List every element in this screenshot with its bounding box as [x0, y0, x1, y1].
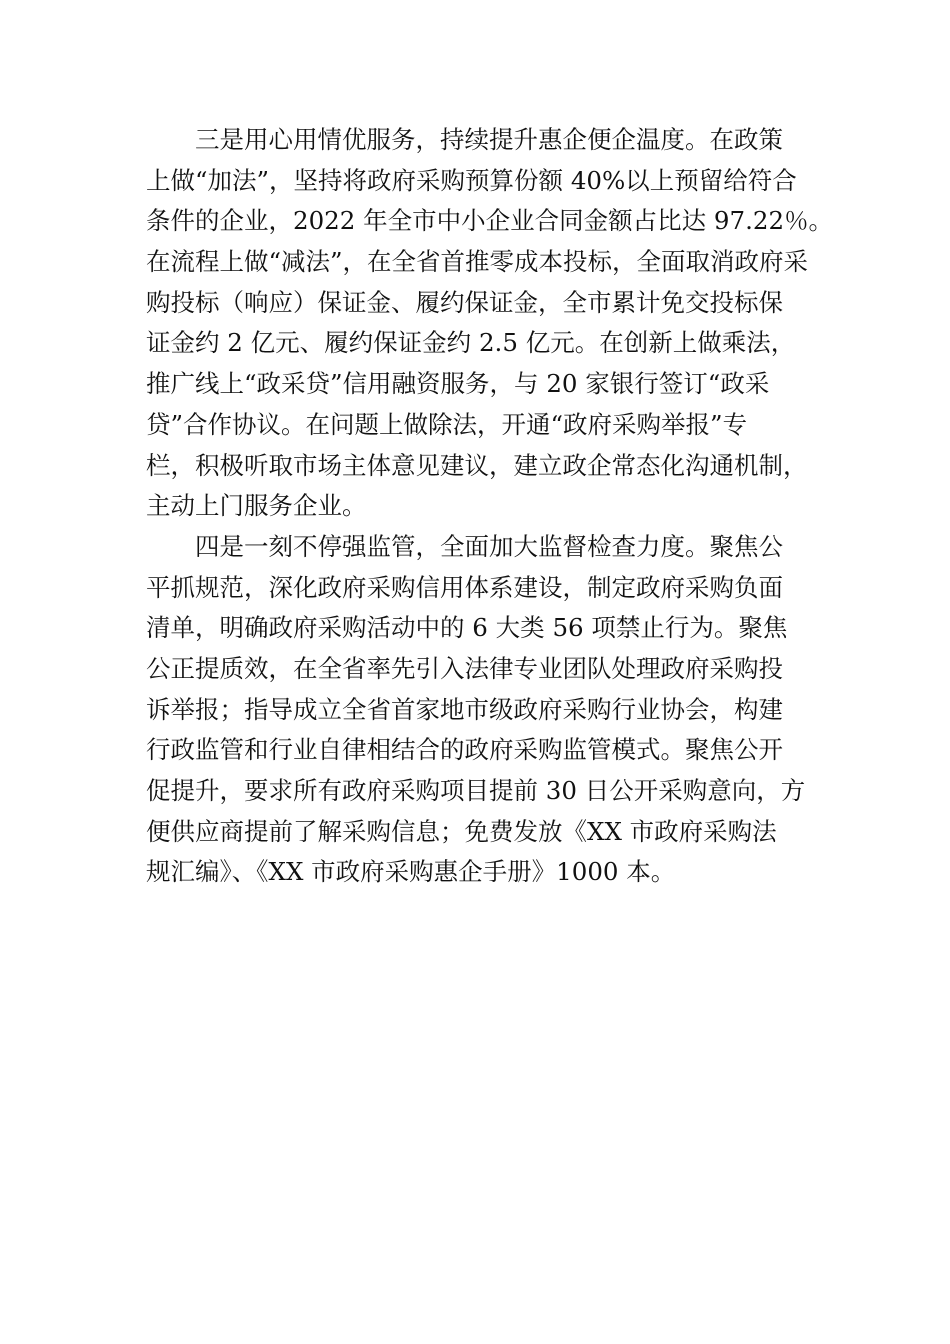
text-line: 促提升，要求所有政府采购项目提前 30 日公开采购意向，方: [146, 776, 806, 805]
text-line: 证金约 2 亿元、履约保证金约 2.5 亿元。在创新上做乘法，: [146, 328, 796, 358]
text-line: 规汇编》、《XX 市政府采购惠企手册》1000 本。: [146, 857, 676, 887]
text-line: 便供应商提前了解采购信息；免费发放《XX 市政府采购法: [146, 816, 777, 846]
document-body: [146, 120, 834, 893]
text-line: 购投标（响应）保证金、履约保证金，全市累计免交投标保: [146, 287, 783, 317]
text-line: 上做“加法”，坚持将政府采购预算份额 40%以上预留给符合: [146, 165, 797, 195]
text-line: 条件的企业，2022 年全市中小企业合同金额占比达 97.22％。: [146, 206, 834, 236]
text-line: 公正提质效，在全省率先引入法律专业团队处理政府采购投: [146, 653, 783, 683]
paragraph-supervision: [146, 527, 810, 893]
text-line: 行政监管和行业自律相结合的政府采购监管模式。聚焦公开: [146, 735, 783, 765]
text-line: 诉举报；指导成立全省首家地市级政府采购行业协会，构建: [146, 694, 783, 724]
text-line: 平抓规范，深化政府采购信用体系建设，制定政府采购负面: [146, 572, 783, 602]
text-line: 三是用心用情优服务，持续提升惠企便企温度。在政策: [195, 125, 783, 154]
paragraph-service: [146, 120, 834, 527]
text-line: 清单，明确政府采购活动中的 6 大类 56 项禁止行为。聚焦: [146, 613, 788, 643]
text-line: 四是一刻不停强监管，全面加大监督检查力度。聚焦公: [195, 531, 783, 561]
text-line: 在流程上做“减法”，在全省首推零成本投标，全面取消政府采: [146, 247, 809, 277]
text-line: 贷”合作协议。在问题上做除法，开通“政府采购举报”专: [146, 409, 748, 439]
text-line: 栏，积极听取市场主体意见建议，建立政企常态化沟通机制，: [146, 450, 808, 480]
text-line: 推广线上“政采贷”信用融资服务，与 20 家银行签订“政采: [146, 369, 770, 399]
text-line: 主动上门服务企业。: [146, 491, 367, 521]
